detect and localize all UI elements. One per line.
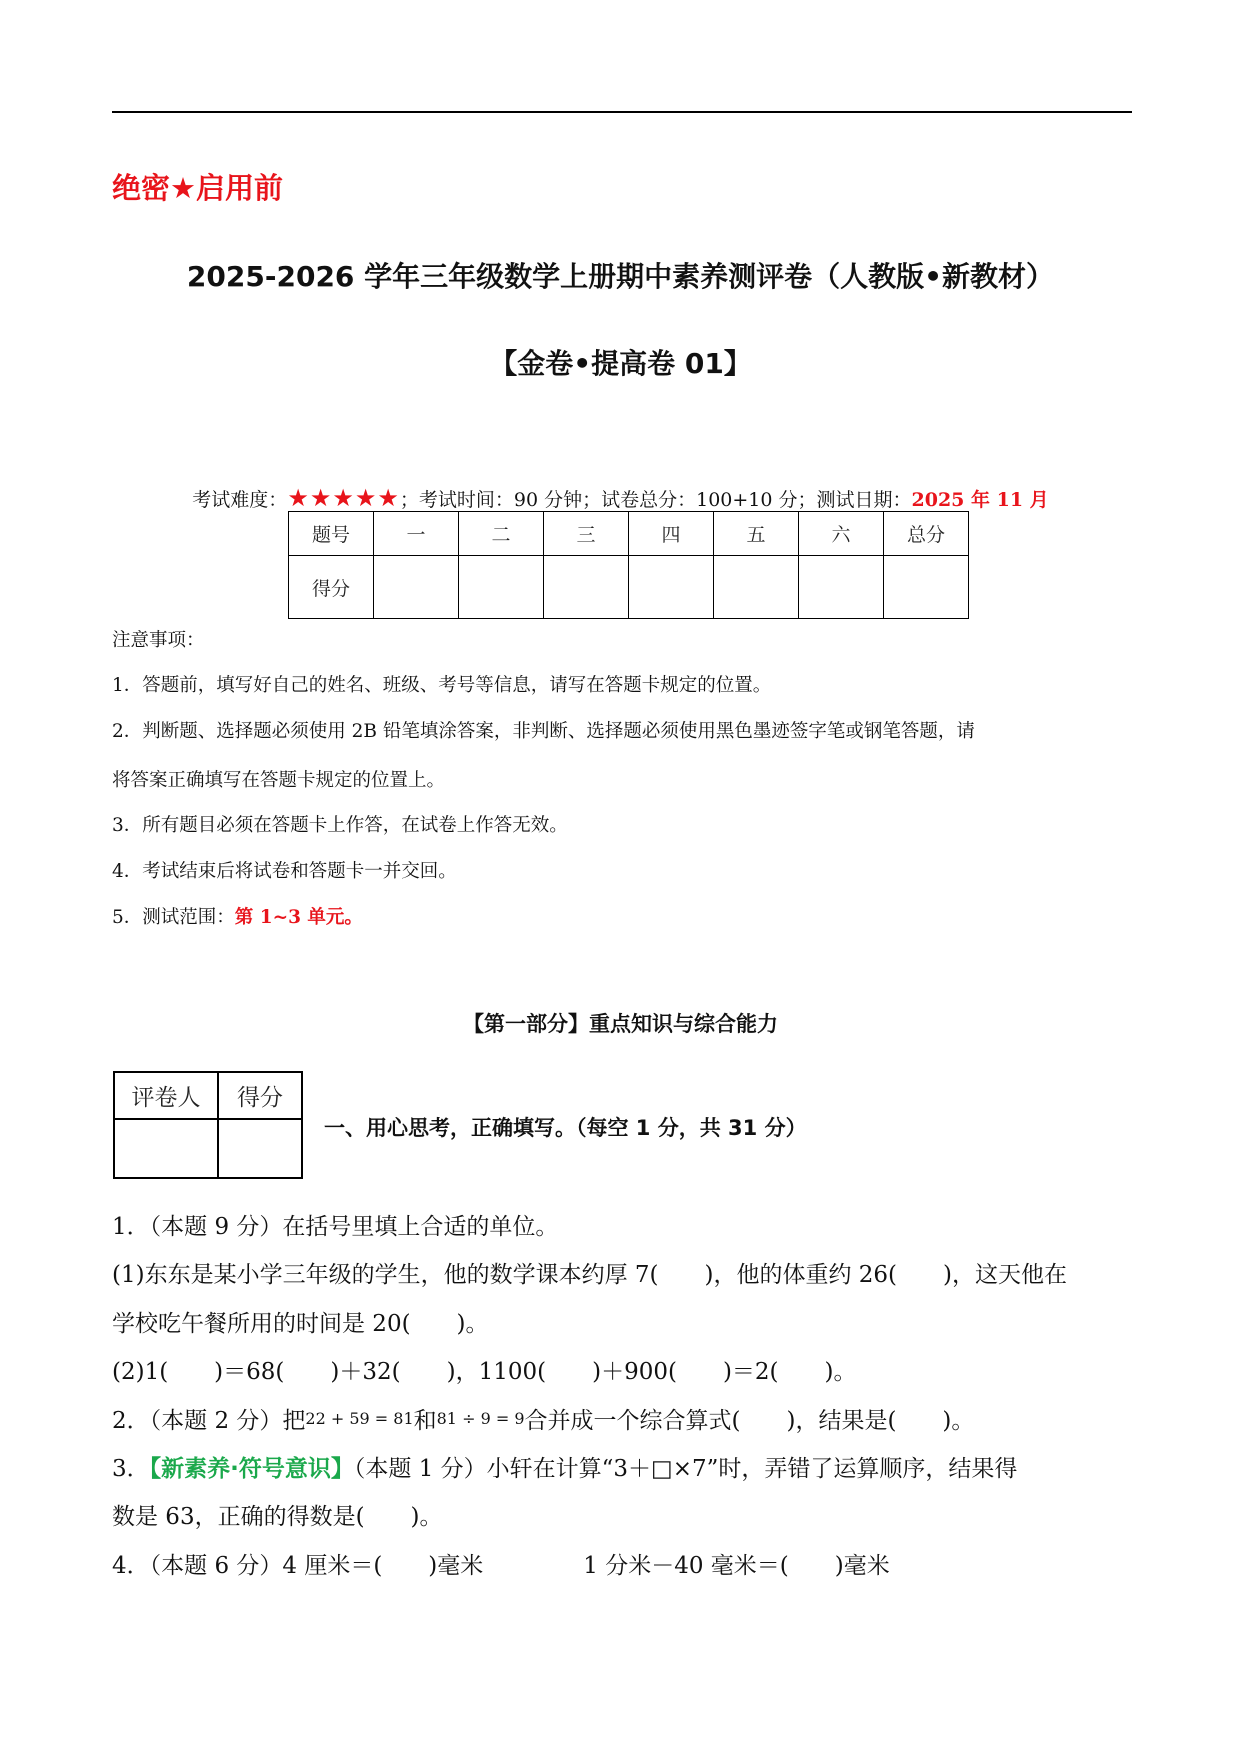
note-4: 4．考试结束后将试卷和答题卡一并交回。 — [112, 861, 457, 882]
note-5 — [112, 903, 363, 929]
exam-info — [0, 484, 1241, 512]
score-cell — [629, 556, 714, 619]
question-2-suffix: 合并成一个综合算式( )，结果是( )。 — [524, 1408, 975, 1434]
score-table-score-row — [289, 556, 969, 619]
score-cell — [884, 556, 969, 619]
score-row-label: 得分 — [289, 556, 374, 619]
score-header-cell: 题号 — [289, 512, 374, 556]
question-2-mid: 和 — [413, 1408, 437, 1434]
question-1: 1．（本题 9 分）在括号里填上合适的单位。 — [112, 1214, 559, 1240]
score-cell — [799, 556, 884, 619]
question-3 — [112, 1450, 1017, 1483]
score-header-cell: 三 — [544, 512, 629, 556]
exam-info-rest: ；考试时间：90 分钟；试卷总分：100+10 分；测试日期： — [399, 489, 912, 511]
question-1-part-1: (1)东东是某小学三年级的学生，他的数学课本约厚 7( )，他的体重约 26( )，这天他在 — [112, 1262, 1067, 1288]
question-3-tag: 【新素养·符号意识】 — [149, 1456, 354, 1482]
question-3-number: 3． — [112, 1456, 150, 1482]
difficulty-label: 考试难度： — [192, 489, 288, 511]
score-cell — [714, 556, 799, 619]
part-heading: 【第一部分】重点知识与综合能力 — [463, 1012, 778, 1036]
equation-2: 81 ÷ 9 = 9 — [436, 1409, 525, 1428]
score-table — [288, 511, 969, 619]
score-cell — [544, 556, 629, 619]
header-rule — [112, 111, 1132, 113]
score-cell — [374, 556, 459, 619]
exam-subtitle: 【金卷•提高卷 01】 — [489, 347, 752, 380]
note-2: 2．判断题、选择题必须使用 2B 铅笔填涂答案，非判断、选择题必须使用黑色墨迹签字笔或钢笔答题，请 — [112, 721, 975, 742]
difficulty-stars-icon: ★★★★★ — [287, 484, 400, 512]
question-2-prefix: 2．（本题 2 分）把 — [112, 1408, 306, 1434]
note-5-prefix: 5．测试范围： — [112, 907, 235, 928]
exam-title: 2025-2026 学年三年级数学上册期中素养测评卷（人教版•新教材） — [186, 260, 1055, 293]
question-4-a: 4．（本题 6 分）4 厘米＝( )毫米 — [112, 1553, 484, 1579]
score-cell — [459, 556, 544, 619]
note-1: 1．答题前，填写好自己的姓名、班级、考号等信息，请写在答题卡规定的位置。 — [112, 675, 772, 696]
grader-label: 评卷人 — [114, 1072, 218, 1119]
score-header-cell: 五 — [714, 512, 799, 556]
question-4 — [112, 1547, 890, 1580]
section-1-heading: 一、用心思考，正确填写。（每空 1 分，共 31 分） — [324, 1116, 807, 1140]
question-4-b: 1 分米－40 毫米＝( )毫米 — [583, 1553, 890, 1579]
score-header-cell: 总分 — [884, 512, 969, 556]
score-header-cell: 一 — [374, 512, 459, 556]
grader-table — [113, 1071, 303, 1179]
question-1-part-1-cont: 学校吃午餐所用的时间是 20( )。 — [112, 1311, 489, 1337]
question-1-part-2: (2)1( )＝68( )＋32( )，1100( )＋900( )＝2( )。 — [112, 1359, 857, 1385]
grader-score-cell — [218, 1119, 302, 1178]
grader-cell — [114, 1119, 218, 1178]
equation-1: 22 + 59 = 81 — [305, 1409, 414, 1428]
confidential-label: 绝密★启用前 — [112, 171, 283, 205]
note-3: 3．所有题目必须在答题卡上作答，在试卷上作答无效。 — [112, 815, 568, 836]
notes-heading: 注意事项： — [112, 630, 205, 651]
score-header-cell: 四 — [629, 512, 714, 556]
test-range: 第 1~3 单元。 — [234, 907, 363, 928]
question-3-text: （本题 1 分）小轩在计算“3＋□×7”时，弄错了运算顺序，结果得 — [353, 1456, 1018, 1482]
exam-date: 2025 年 11 月 — [911, 489, 1049, 511]
question-2 — [112, 1402, 974, 1435]
note-2-cont: 将答案正确填写在答题卡规定的位置上。 — [112, 770, 446, 791]
question-3-cont: 数是 63，正确的得数是( )。 — [112, 1504, 443, 1530]
grader-score-label: 得分 — [218, 1072, 302, 1119]
score-table-header-row — [289, 512, 969, 556]
score-header-cell: 二 — [459, 512, 544, 556]
score-header-cell: 六 — [799, 512, 884, 556]
